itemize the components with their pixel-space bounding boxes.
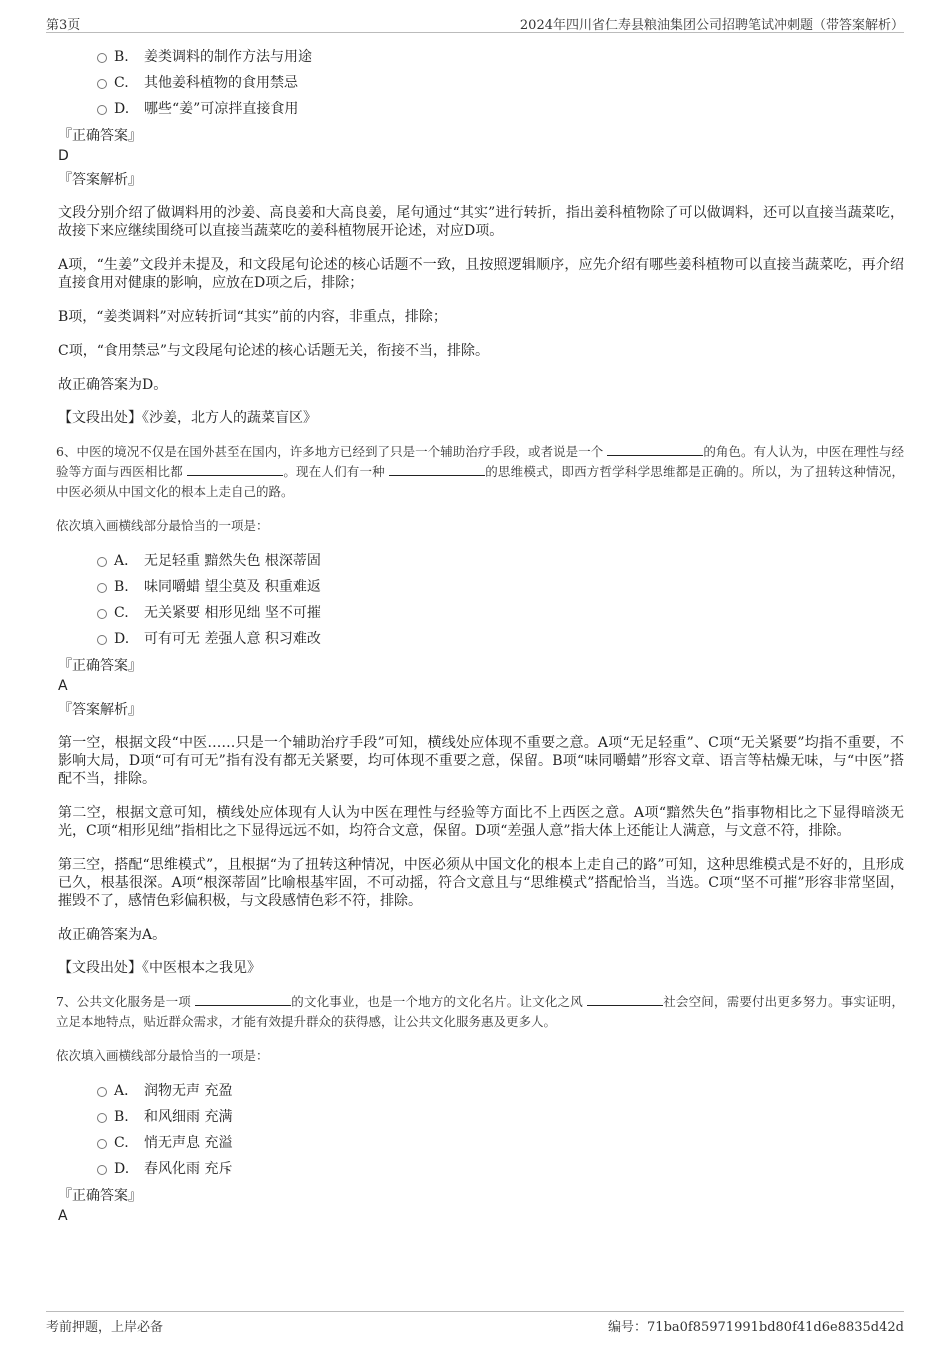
fill-blank bbox=[587, 993, 663, 1006]
q7-option-b[interactable]: B. 和风细雨 充满 bbox=[56, 1104, 904, 1130]
radio-icon[interactable] bbox=[97, 53, 107, 63]
radio-icon[interactable] bbox=[97, 557, 107, 567]
radio-icon[interactable] bbox=[97, 79, 107, 89]
analysis-label: 『答案解析』 bbox=[58, 702, 142, 718]
q5-analysis-3: B项，“姜类调料”对应转折词“其实”前的内容，非重点，排除； bbox=[58, 309, 447, 325]
q5-analysis-4: C项，“食用禁忌”与文段尾句论述的核心话题无关，衔接不当，排除。 bbox=[58, 343, 490, 359]
q5-option-b[interactable]: B. 姜类调料的制作方法与用途 bbox=[56, 44, 904, 70]
answer-label: 『正确答案』 bbox=[58, 128, 142, 144]
q6-stem: 6、中医的境况不仅是在国外甚至在国内，许多地方已经到了只是一个辅助治疗手段，或者说是一个 的角色。有人认为，中医在理性与经验等方面与西医相比都 。现在人们有一种 的思维模式，即西方哲学科学思维都是正确的。所以，为了扭转这种情况，中医必须从中国文化的根本上走自己的路。 bbox=[56, 444, 904, 499]
q6-analysis-4: 故正确答案为A。 bbox=[58, 927, 167, 943]
radio-icon[interactable] bbox=[97, 105, 107, 115]
q5-analysis-5: 故正确答案为D。 bbox=[58, 377, 168, 393]
analysis-label: 『答案解析』 bbox=[58, 172, 142, 188]
q5-option-d[interactable]: D. 哪些“姜”可凉拌直接食用 bbox=[56, 96, 904, 122]
radio-icon[interactable] bbox=[97, 1087, 107, 1097]
answer-label: 『正确答案』 bbox=[58, 658, 142, 674]
q5-option-c[interactable]: C. 其他姜科植物的食用禁忌 bbox=[56, 70, 904, 96]
q6-analysis-1: 第一空，根据文段“中医……只是一个辅助治疗手段”可知，横线处应体现不重要之意。A项“无足轻重”、C项“无关紧要”均指不重要，不影响大局，D项“可有可无”指有没有都无关紧要，均可体现不重要之意，保留。B项“味同嚼蜡”形容文章、语言等枯燥无味，与“中医”搭配不当，排除。 bbox=[58, 735, 904, 787]
q7-option-d[interactable]: D. 春风化雨 充斥 bbox=[56, 1156, 904, 1182]
footer-slogan: 考前押题，上岸必备 bbox=[46, 1320, 164, 1335]
q6-options bbox=[56, 548, 904, 652]
radio-icon[interactable] bbox=[97, 1113, 107, 1123]
q6-answer: A bbox=[58, 678, 68, 694]
fill-blank bbox=[389, 463, 485, 476]
q7-answer: A bbox=[58, 1208, 68, 1224]
q5-answer: D bbox=[58, 148, 69, 164]
q7-stem: 7、公共文化服务是一项 的文化事业，也是一个地方的文化名片。让文化之风 社会空间，需要付出更多努力。事实证明，立足本地特点，贴近群众需求，才能有效提升群众的获得感，让公共文化服务惠及更多人。 bbox=[56, 994, 904, 1029]
document-title: 2024年四川省仁寿县粮油集团公司招聘笔试冲刺题（带答案解析） bbox=[519, 18, 904, 33]
radio-icon[interactable] bbox=[97, 1139, 107, 1149]
q6-analysis-3: 第三空，搭配“思维模式”，且根据“为了扭转这种情况，中医必须从中国文化的根本上走自己的路”可知，这种思维模式是不好的，且形成已久，根基很深。A项“根深蒂固”比喻根基牢固，不可动摇，符合文意且与“思维模式”搭配恰当，当选。C项“坚不可摧”形容非常坚固，摧毁不了，感情色彩偏积极，与文段感情色彩不符，排除。 bbox=[58, 857, 904, 909]
q7-option-a[interactable]: A． 润物无声 充盈 bbox=[56, 1078, 904, 1104]
q5-source: 【文段出处】《沙姜，北方人的蔬菜盲区》 bbox=[58, 410, 317, 426]
q6-option-c[interactable]: C. 无关紧要 相形见绌 坚不可摧 bbox=[56, 600, 904, 626]
answer-label: 『正确答案』 bbox=[58, 1188, 142, 1204]
q5-analysis-1: 文段分别介绍了做调料用的沙姜、高良姜和大高良姜，尾句通过“其实”进行转折，指出姜科植物除了可以做调料，还可以直接当蔬菜吃，故接下来应继续围绕可以直接当蔬菜吃的姜科植物展开论述，对应D项。 bbox=[58, 205, 904, 239]
radio-icon[interactable] bbox=[97, 635, 107, 645]
q6-option-a[interactable]: A． 无足轻重 黯然失色 根深蒂固 bbox=[56, 548, 904, 574]
radio-icon[interactable] bbox=[97, 583, 107, 593]
q7-prompt: 依次填入画横线部分最恰当的一项是： bbox=[56, 1048, 269, 1063]
fill-blank bbox=[607, 443, 703, 456]
q6-analysis-2: 第二空，根据文意可知，横线处应体现有人认为中医在理性与经验等方面比不上西医之意。A项“黯然失色”指事物相比之下显得暗淡无光，C项“相形见绌”指相比之下显得远远不如，均符合文意，保留。D项“差强人意”指大体上还能让人满意，与文意不符，排除。 bbox=[58, 805, 904, 839]
page-number: 第3页 bbox=[46, 18, 81, 33]
radio-icon[interactable] bbox=[97, 1165, 107, 1175]
q6-option-d[interactable]: D. 可有可无 差强人意 积习难改 bbox=[56, 626, 904, 652]
fill-blank bbox=[195, 993, 291, 1006]
q6-source: 【文段出处】《中医根本之我见》 bbox=[58, 960, 261, 976]
q5-analysis-2: A项，“生姜”文段并未提及，和文段尾句论述的核心话题不一致，且按照逻辑顺序，应先介绍有哪些姜科植物可以直接当蔬菜吃，再介绍直接食用对健康的影响，应放在D项之后，排除； bbox=[58, 257, 904, 291]
q5-options bbox=[56, 44, 904, 122]
q6-option-b[interactable]: B. 味同嚼蜡 望尘莫及 积重难返 bbox=[56, 574, 904, 600]
q7-options bbox=[56, 1078, 904, 1182]
fill-blank bbox=[187, 463, 283, 476]
q6-prompt: 依次填入画横线部分最恰当的一项是： bbox=[56, 518, 269, 533]
q7-option-c[interactable]: C. 悄无声息 充溢 bbox=[56, 1130, 904, 1156]
radio-icon[interactable] bbox=[97, 609, 107, 619]
page-header bbox=[46, 12, 904, 33]
page-footer bbox=[46, 1311, 904, 1334]
document-body bbox=[56, 44, 904, 1226]
document-id: 编号：71ba0f85971991bd80f41d6e8835d42d bbox=[608, 1320, 904, 1335]
